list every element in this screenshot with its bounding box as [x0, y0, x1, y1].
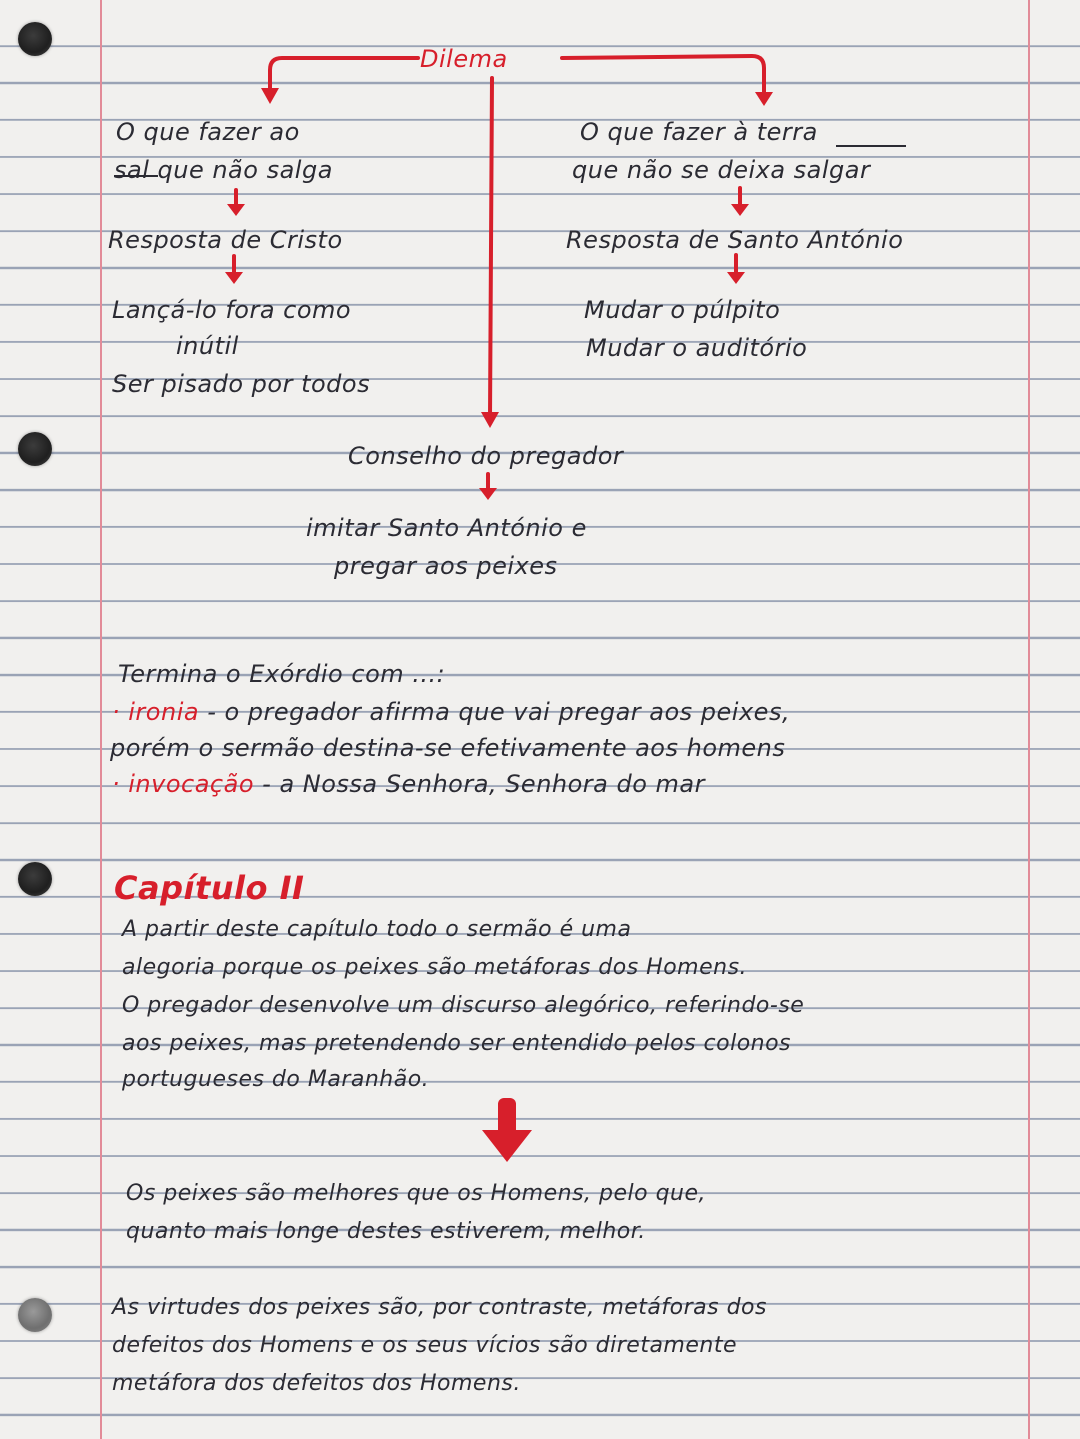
left-question-line1: O que fazer ao [116, 118, 300, 146]
exordio-item1-term: · ironia [112, 698, 200, 726]
arrow-dilema-right [562, 56, 764, 98]
left-result-line1: Lançá-lo fora como [112, 296, 352, 324]
chapter-p2-line2: quanto mais longe destes estiverem, melhor. [126, 1219, 646, 1244]
left-result-line3: Ser pisado por todos [112, 370, 371, 398]
left-result-line2: inútil [176, 332, 239, 360]
chapter-p3-line3: metáfora dos defeitos dos Homens. [112, 1371, 521, 1396]
exordio-item2-term: · invocação [112, 770, 255, 798]
chapter-p1-line5: portugueses do Maranhão. [122, 1067, 430, 1092]
center-advice: Conselho do pregador [348, 442, 624, 470]
exordio-item1 [112, 694, 790, 730]
arrow-dilema-left [270, 58, 418, 94]
chapter-p3-line1: As virtudes dos peixes são, por contraste, metáforas dos [112, 1295, 767, 1320]
chapter-p3-line2: defeitos dos Homens e os seus vícios são diretamente [112, 1333, 738, 1358]
right-result-line1: Mudar o púlpito [584, 296, 781, 324]
chapter-p1-line4: aos peixes, mas pretendendo ser entendido pelos colonos [122, 1031, 792, 1056]
arrow-dilema-center [490, 78, 492, 418]
chapter-p1-line3: O pregador desenvolve um discurso alegórico, referindo-se [122, 993, 805, 1018]
right-result-line2: Mudar o auditório [586, 334, 808, 362]
chapter-title: Capítulo II [114, 869, 305, 907]
right-question-line2: que não se deixa salgar [572, 156, 871, 184]
exordio-item1-line2: porém o sermão destina-se efetivamente aos homens [110, 734, 786, 762]
center-conclusion-line2: pregar aos peixes [334, 552, 558, 580]
exordio-item2 [112, 766, 705, 802]
left-answer-source: Resposta de Cristo [108, 226, 343, 254]
dilema-title: Dilema [420, 45, 508, 73]
right-question-line1: O que fazer à terra [580, 118, 818, 146]
chapter-p1-line2: alegoria porque os peixes são metáforas dos Homens. [122, 955, 748, 980]
exordio-intro: Termina o Exórdio com ...: [118, 660, 446, 688]
exordio-item1-line1: - o pregador afirma que vai pregar aos peixes, [207, 698, 791, 726]
chapter-p1-line1: A partir deste capítulo todo o sermão é uma [122, 917, 632, 942]
chapter-p2-line1: Os peixes são melhores que os Homens, pelo que, [126, 1181, 707, 1206]
left-question-line2: sal que não salga [114, 156, 333, 184]
big-down-arrow [482, 1098, 532, 1162]
center-conclusion-line1: imitar Santo António e [306, 514, 587, 542]
right-answer-source: Resposta de Santo António [566, 226, 904, 254]
exordio-item2-text: - a Nossa Senhora, Senhora do mar [262, 770, 706, 798]
